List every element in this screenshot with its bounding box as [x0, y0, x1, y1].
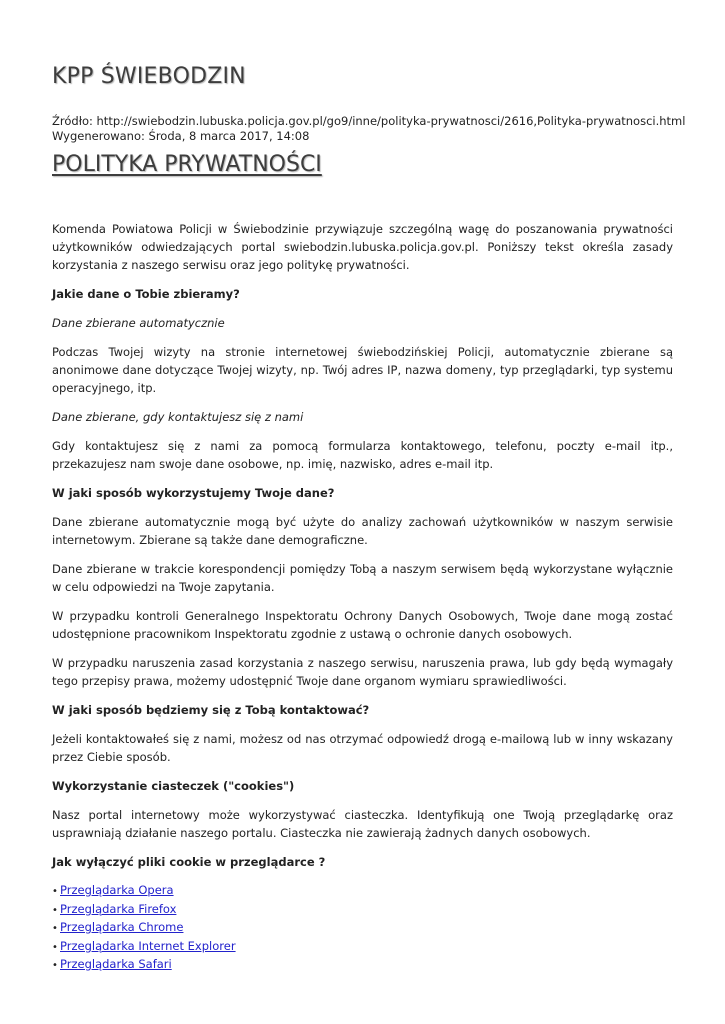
- paragraph-automatic-data: Podczas Twojej wizyty na stronie internetowej świebodzińskiej Policji, automatycznie zbierane są anonimowe dane dotyczące Twojej wizyty, np. Twój adres IP, nazwa domeny, typ przeglądarki, typ systemu operacyjnego, itp.: [52, 345, 673, 395]
- document-meta: [52, 114, 685, 144]
- list-item: [52, 919, 673, 938]
- question-heading: W jaki sposób wykorzystujemy Twoje dane?: [52, 486, 335, 500]
- bullet-icon: •: [52, 941, 58, 953]
- question-heading: Jakie dane o Tobie zbieramy?: [52, 287, 240, 301]
- bullet-icon: •: [52, 886, 58, 897]
- link-browser-safari[interactable]: Przeglądarka Safari: [60, 957, 172, 971]
- paragraph-usage: Dane zbierane automatycznie mogą być użyte do analizy zachowań użytkowników w naszym serwisie internetowym. Zbierane są także dane demograficzne.: [52, 515, 673, 547]
- list-item: [52, 901, 673, 920]
- list-item: [52, 882, 673, 901]
- link-browser-internet-explorer[interactable]: Przeglądarka Internet Explorer: [60, 938, 236, 953]
- paragraph-usage: W przypadku kontroli Generalnego Inspektoratu Ochrony Danych Osobowych, Twoje dane mogą zostać udostępnione pracownikom Inspektoratu zgodnie z ustawą o ochronie danych osobowych.: [52, 609, 673, 641]
- question-heading: Wykorzystanie ciasteczek ("cookies"): [52, 779, 295, 793]
- intro-paragraph: Komenda Powiatowa Policji w Świebodzinie przywiązuje szczególną wagę do poszanowania prywatności użytkowników odwiedzających portal swiebodzin.lubuska.policja.gov.pl. Poniższy tekst określa zasady korzystania z naszego serwisu oraz jego politykę prywatności.: [52, 222, 673, 272]
- question-heading: W jaki sposób będziemy się z Tobą kontaktować?: [52, 703, 370, 717]
- page-title: POLITYKA PRYWATNOŚCI: [52, 152, 322, 177]
- generated-line: Wygenerowano: Środa, 8 marca 2017, 14:08: [52, 129, 310, 143]
- subheading-automatic: Dane zbierane automatycznie: [52, 316, 225, 330]
- source-line: Źródło: http://swiebodzin.lubuska.policja.gov.pl/go9/inne/polityka-prywatnosci/2616,Polityka-prywatnosci.html: [52, 114, 686, 128]
- bullet-icon: •: [52, 904, 58, 916]
- link-browser-firefox[interactable]: Przeglądarka Firefox: [60, 901, 177, 916]
- paragraph-contact-answer: Jeżeli kontaktowałeś się z nami, możesz od nas otrzymać odpowiedź drogą e-mailową lub w inny wskazany przez Ciebie sposób.: [52, 732, 673, 764]
- bullet-icon: •: [52, 923, 58, 934]
- bullet-icon: •: [52, 960, 58, 971]
- subheading-contact: Dane zbierane, gdy kontaktujesz się z nami: [52, 410, 304, 424]
- paragraph-cookies: Nasz portal internetowy może wykorzystywać ciasteczka. Identyfikują one Twoją przeglądarkę oraz usprawniają działanie naszego portalu. Ciasteczka nie zawierają żadnych danych osobowych.: [52, 808, 673, 840]
- article-content: [52, 220, 673, 975]
- link-browser-chrome[interactable]: Przeglądarka Chrome: [60, 920, 184, 934]
- paragraph-usage: W przypadku naruszenia zasad korzystania z naszego serwisu, naruszenia prawa, lub gdy będą wymagały tego przepisy prawa, możemy udostępnić Twoje dane organom wymiaru sprawiedliwości.: [52, 656, 673, 688]
- list-item: [52, 956, 673, 975]
- browser-links-list: [52, 882, 673, 975]
- site-title: KPP ŚWIEBODZIN: [52, 64, 246, 89]
- link-browser-opera[interactable]: Przeglądarka Opera: [60, 883, 174, 897]
- list-item: [52, 938, 673, 957]
- question-heading: Jak wyłączyć pliki cookie w przeglądarce ?: [52, 855, 326, 869]
- paragraph-contact-data: Gdy kontaktujesz się z nami za pomocą formularza kontaktowego, telefonu, poczty e-mail itp., przekazujesz nam swoje dane osobowe, np. imię, nazwisko, adres e-mail itp.: [52, 439, 673, 471]
- paragraph-usage: Dane zbierane w trakcie korespondencji pomiędzy Tobą a naszym serwisem będą wykorzystane wyłącznie w celu odpowiedzi na Twoje zapytania.: [52, 562, 673, 594]
